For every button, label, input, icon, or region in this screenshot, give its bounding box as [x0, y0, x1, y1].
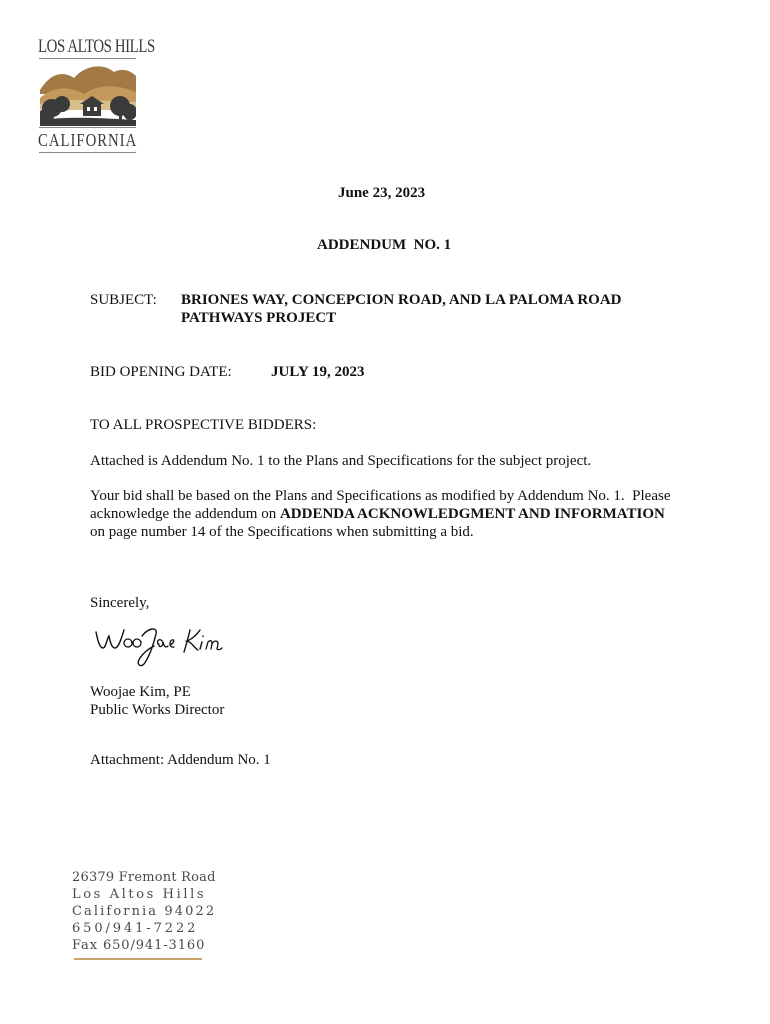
subject-line-2: PATHWAYS PROJECT: [181, 310, 337, 326]
acknowledgment-form-name: ADDENDA ACKNOWLEDGMENT AND INFORMATION: [279, 506, 665, 522]
attachment-note: Attachment: Addendum No. 1: [90, 752, 271, 768]
bid-opening-value: JULY 19, 2023: [271, 364, 365, 380]
hills-house-icon: [40, 60, 136, 126]
paragraph-2-text: acknowledge the addendum on: [90, 506, 280, 522]
address-state-zip: California 94022: [72, 904, 217, 919]
logo-divider: [39, 58, 136, 59]
subject-line-1: BRIONES WAY, CONCEPCION ROAD, AND LA PALOMA ROAD: [181, 292, 622, 308]
paragraph-1: Attached is Addendum No. 1 to the Plans and Specifications for the subject project.: [90, 453, 592, 469]
paragraph-2-line-3: on page number 14 of the Specifications when submitting a bid.: [90, 524, 474, 540]
address-city: Los Altos Hills: [72, 887, 207, 902]
closing: Sincerely,: [90, 595, 150, 611]
address-phone: 650/941-7222: [72, 921, 199, 936]
logo-top-text: LOS ALTOS HILLS: [38, 36, 155, 57]
signature-icon: [92, 622, 232, 668]
address-underline: [74, 958, 202, 960]
letter-date: June 23, 2023: [338, 185, 426, 201]
logo-bottom-text: CALIFORNIA: [38, 130, 138, 150]
town-logo: [38, 36, 155, 156]
logo-divider: [39, 127, 136, 128]
bid-opening-label: BID OPENING DATE:: [90, 364, 232, 380]
address-street: 26379 Fremont Road: [72, 870, 216, 885]
subject-label: SUBJECT:: [90, 292, 157, 308]
paragraph-2-line-1: Your bid shall be based on the Plans and Specifications as modified by Addendum No. 1. Please: [90, 488, 671, 504]
address-fax: Fax 650/941-3160: [72, 938, 206, 953]
town-address: [72, 869, 216, 954]
salutation: TO ALL PROSPECTIVE BIDDERS:: [90, 417, 317, 433]
subject-value: [181, 291, 651, 327]
paragraph-2-line-2: [90, 505, 690, 523]
addendum-title: ADDENDUM NO. 1: [317, 237, 452, 253]
logo-divider: [39, 152, 136, 153]
signer-title: Public Works Director: [90, 702, 225, 718]
signer-name: Woojae Kim, PE: [90, 684, 191, 700]
paragraph-2: [90, 487, 690, 541]
